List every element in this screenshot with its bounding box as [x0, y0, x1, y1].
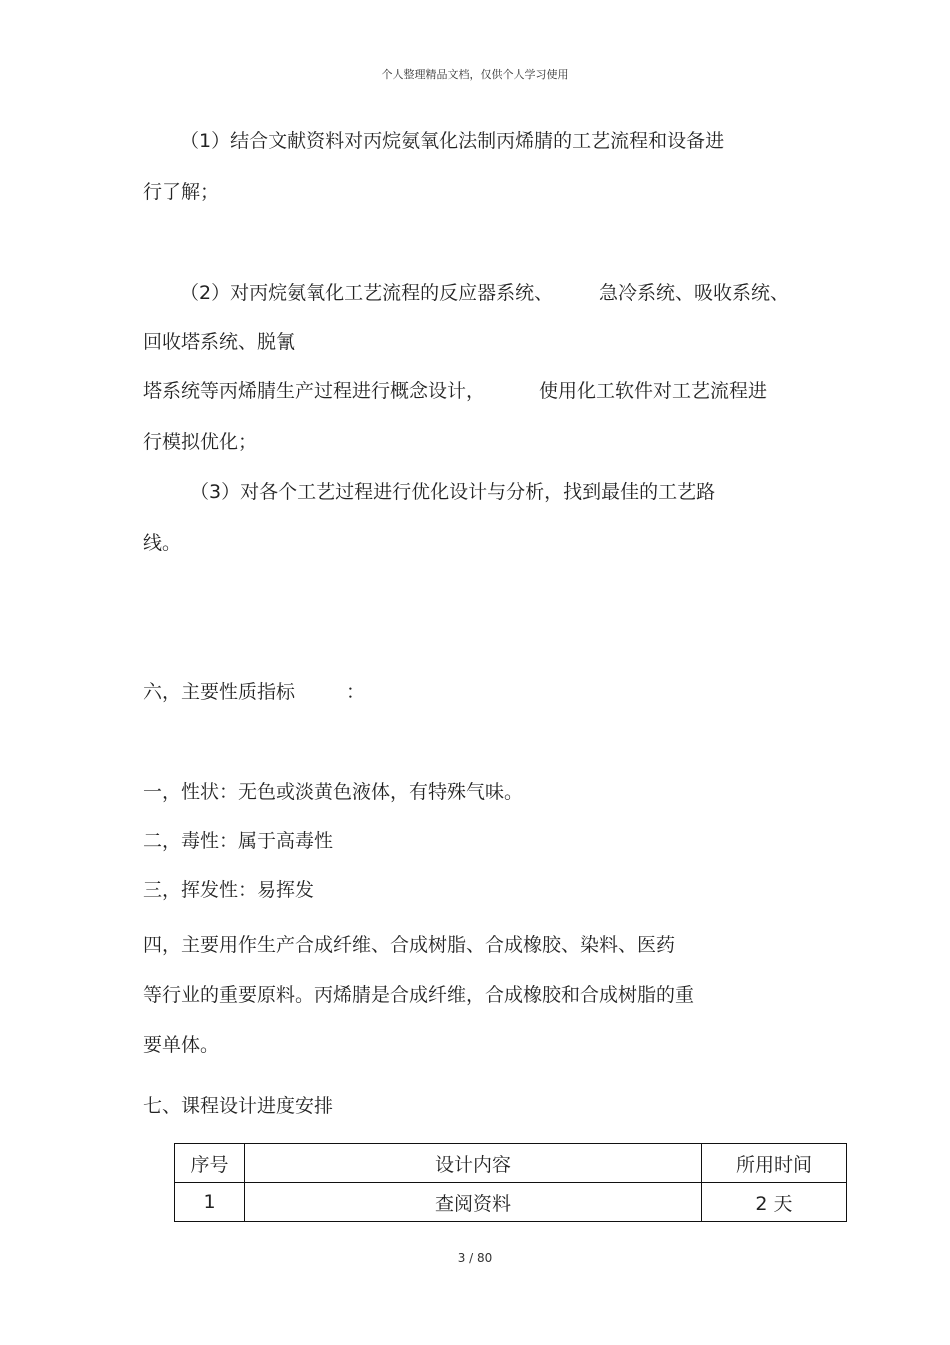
- schedule-table: [174, 1143, 847, 1222]
- prop-usage-line2: 等行业的重要原料。丙烯腈是合成纤维，合成橡胶和合成树脂的重: [143, 984, 695, 1006]
- prop-toxicity: 二，毒性：属于高毒性: [143, 830, 334, 852]
- item1-line2: 行了解；: [143, 181, 220, 203]
- page-number: 3 / 80: [457, 1251, 493, 1265]
- item2-line3a: 塔系统等丙烯腈生产过程进行概念设计，: [143, 380, 486, 402]
- item2-line3b: 使用化工软件对工艺流程进: [539, 380, 768, 402]
- item2-line4: 行模拟优化；: [143, 431, 258, 453]
- section6-title: 六，主要性质指标: [143, 681, 296, 703]
- header-duration: 所用时间: [702, 1144, 847, 1183]
- section7-title: 七、课程设计进度安排: [143, 1095, 334, 1117]
- item2-line1a: （2）对丙烷氨氧化工艺流程的反应器系统、: [180, 282, 554, 304]
- table-row: [175, 1183, 847, 1222]
- cell-index: 1: [175, 1183, 245, 1222]
- prop-usage-line3: 要单体。: [143, 1034, 220, 1056]
- prop-volatility: 三，挥发性：易挥发: [143, 879, 315, 901]
- item3-line1: （3）对各个工艺过程进行优化设计与分析，找到最佳的工艺路: [190, 481, 716, 503]
- item3-line2: 线。: [143, 532, 182, 554]
- item1-line1: （1）结合文献资料对丙烷氨氧化法制丙烯腈的工艺流程和设备进: [180, 130, 725, 152]
- header-content: 设计内容: [245, 1144, 702, 1183]
- prop-usage-line1: 四，主要用作生产合成纤维、合成树脂、合成橡胶、染料、医药: [143, 934, 676, 956]
- table-header-row: [175, 1144, 847, 1183]
- section6-colon: ：: [346, 681, 366, 703]
- cell-duration: 2 天: [702, 1183, 847, 1222]
- item2-line1b: 急冷系统、吸收系统、: [599, 282, 790, 304]
- cell-content: 查阅资料: [245, 1183, 702, 1222]
- item2-line2: 回收塔系统、脱氰: [143, 331, 296, 353]
- header-index: 序号: [175, 1144, 245, 1183]
- prop-appearance: 一，性状：无色或淡黄色液体，有特殊气味。: [143, 781, 524, 803]
- page-header: 个人整理精品文档，仅供个人学习使用: [381, 68, 569, 81]
